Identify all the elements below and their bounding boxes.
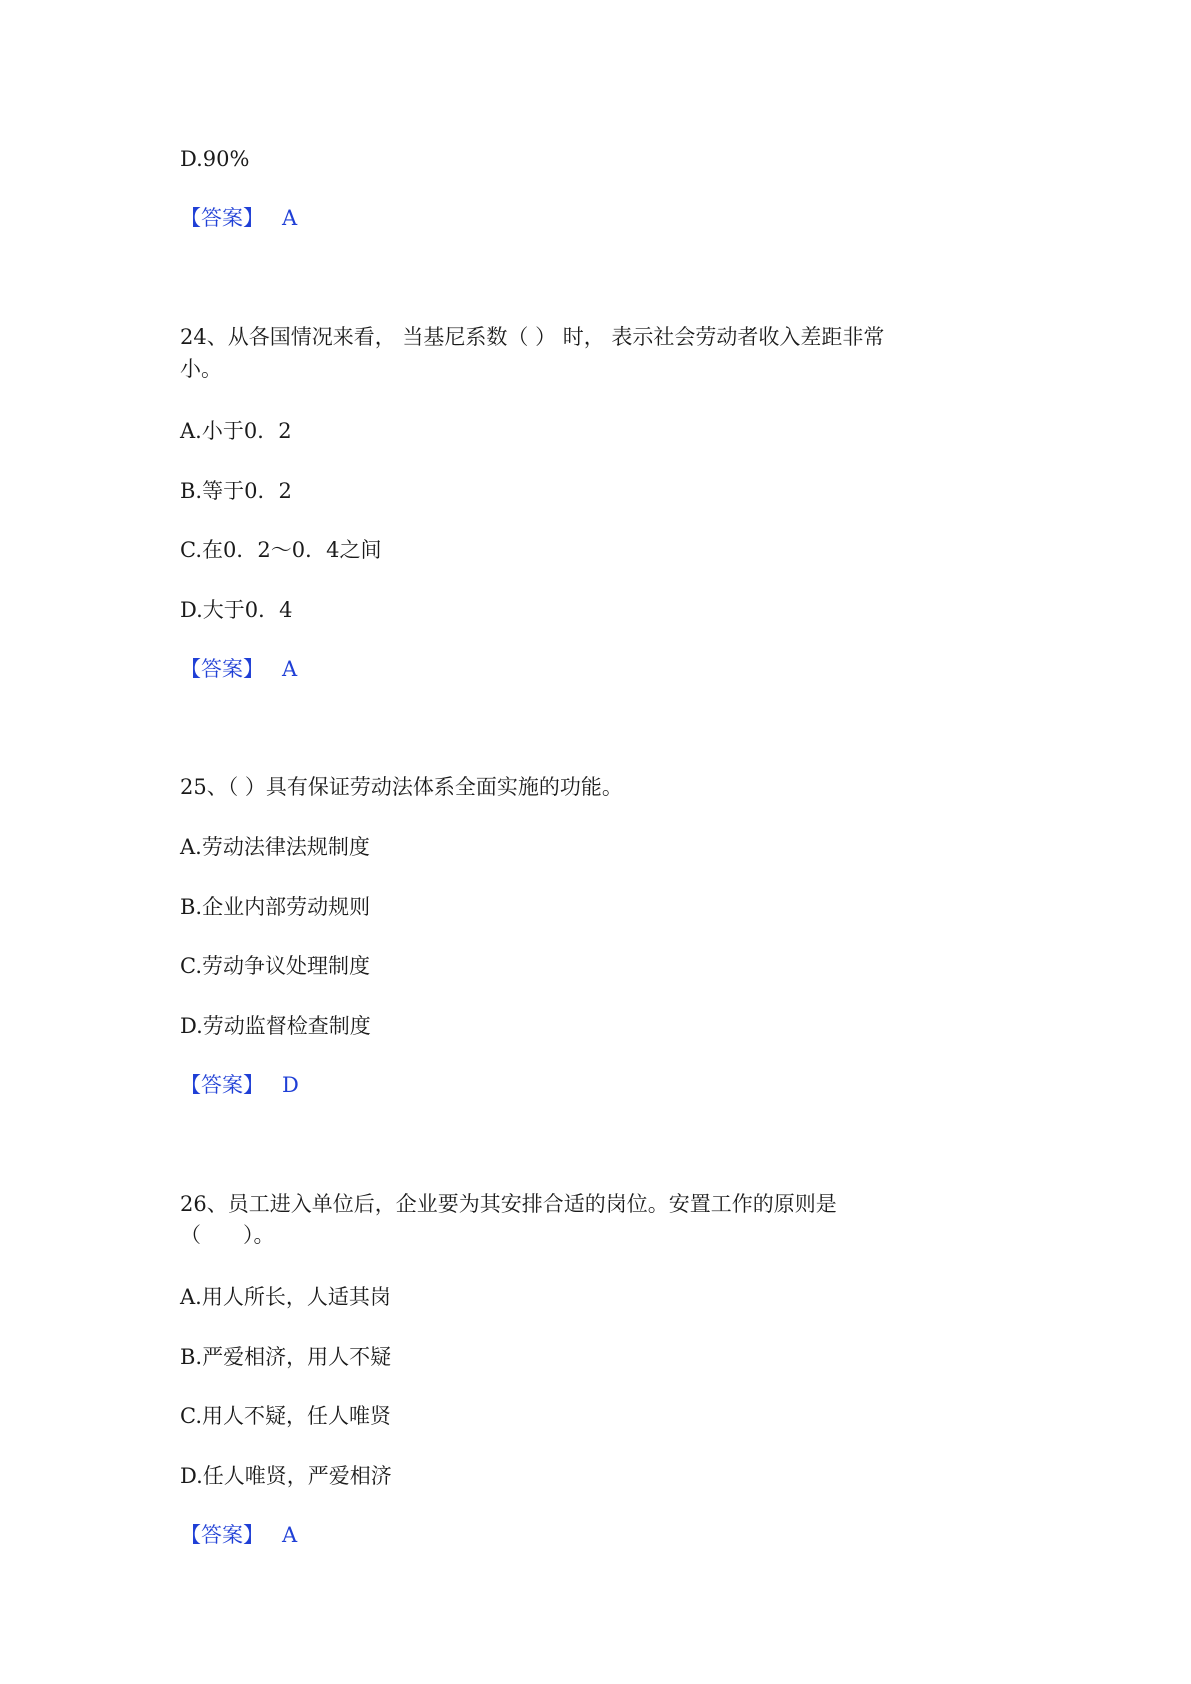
option-c: C.劳动争议处理制度: [180, 954, 370, 978]
question-stem-continued: 小。: [180, 357, 222, 381]
option-c: C.在0．2～0．4之间: [180, 538, 382, 562]
option-b: B.严爱相济，用人不疑: [180, 1345, 392, 1369]
option-a: A.小于0．2: [180, 419, 292, 443]
answer-line: [180, 1068, 299, 1102]
answer-value: A: [282, 657, 298, 681]
option-b: B.等于0．2: [180, 479, 292, 503]
question-stem: 25、（ ）具有保证劳动法体系全面实施的功能。: [180, 775, 623, 799]
question-stem-continued: （ ）。: [180, 1223, 275, 1247]
option-d: D.任人唯贤，严爱相济: [180, 1464, 392, 1488]
answer-label: 【答案】: [180, 1073, 264, 1097]
answer-label: 【答案】: [180, 206, 264, 230]
answer-line: [180, 201, 297, 235]
option-d: D.90%: [180, 147, 250, 171]
option-a: A.用人所长，人适其岗: [180, 1285, 391, 1309]
question-stem: 24、从各国情况来看， 当基尼系数（ ） 时， 表示社会劳动者收入差距非常: [180, 325, 885, 349]
answer-label: 【答案】: [180, 1523, 264, 1547]
option-d: D.劳动监督检查制度: [180, 1014, 371, 1038]
answer-value: A: [282, 206, 298, 230]
option-a: A.劳动法律法规制度: [180, 835, 370, 859]
option-c: C.用人不疑，任人唯贤: [180, 1404, 391, 1428]
answer-value: A: [282, 1523, 298, 1547]
option-b: B.企业内部劳动规则: [180, 895, 371, 919]
answer-line: [180, 1518, 297, 1552]
option-d: D.大于0．4: [180, 598, 293, 622]
answer-label: 【答案】: [180, 657, 264, 681]
answer-value: D: [282, 1073, 299, 1097]
question-stem: 26、员工进入单位后，企业要为其安排合适的岗位。安置工作的原则是: [180, 1192, 837, 1216]
answer-line: [180, 652, 297, 686]
